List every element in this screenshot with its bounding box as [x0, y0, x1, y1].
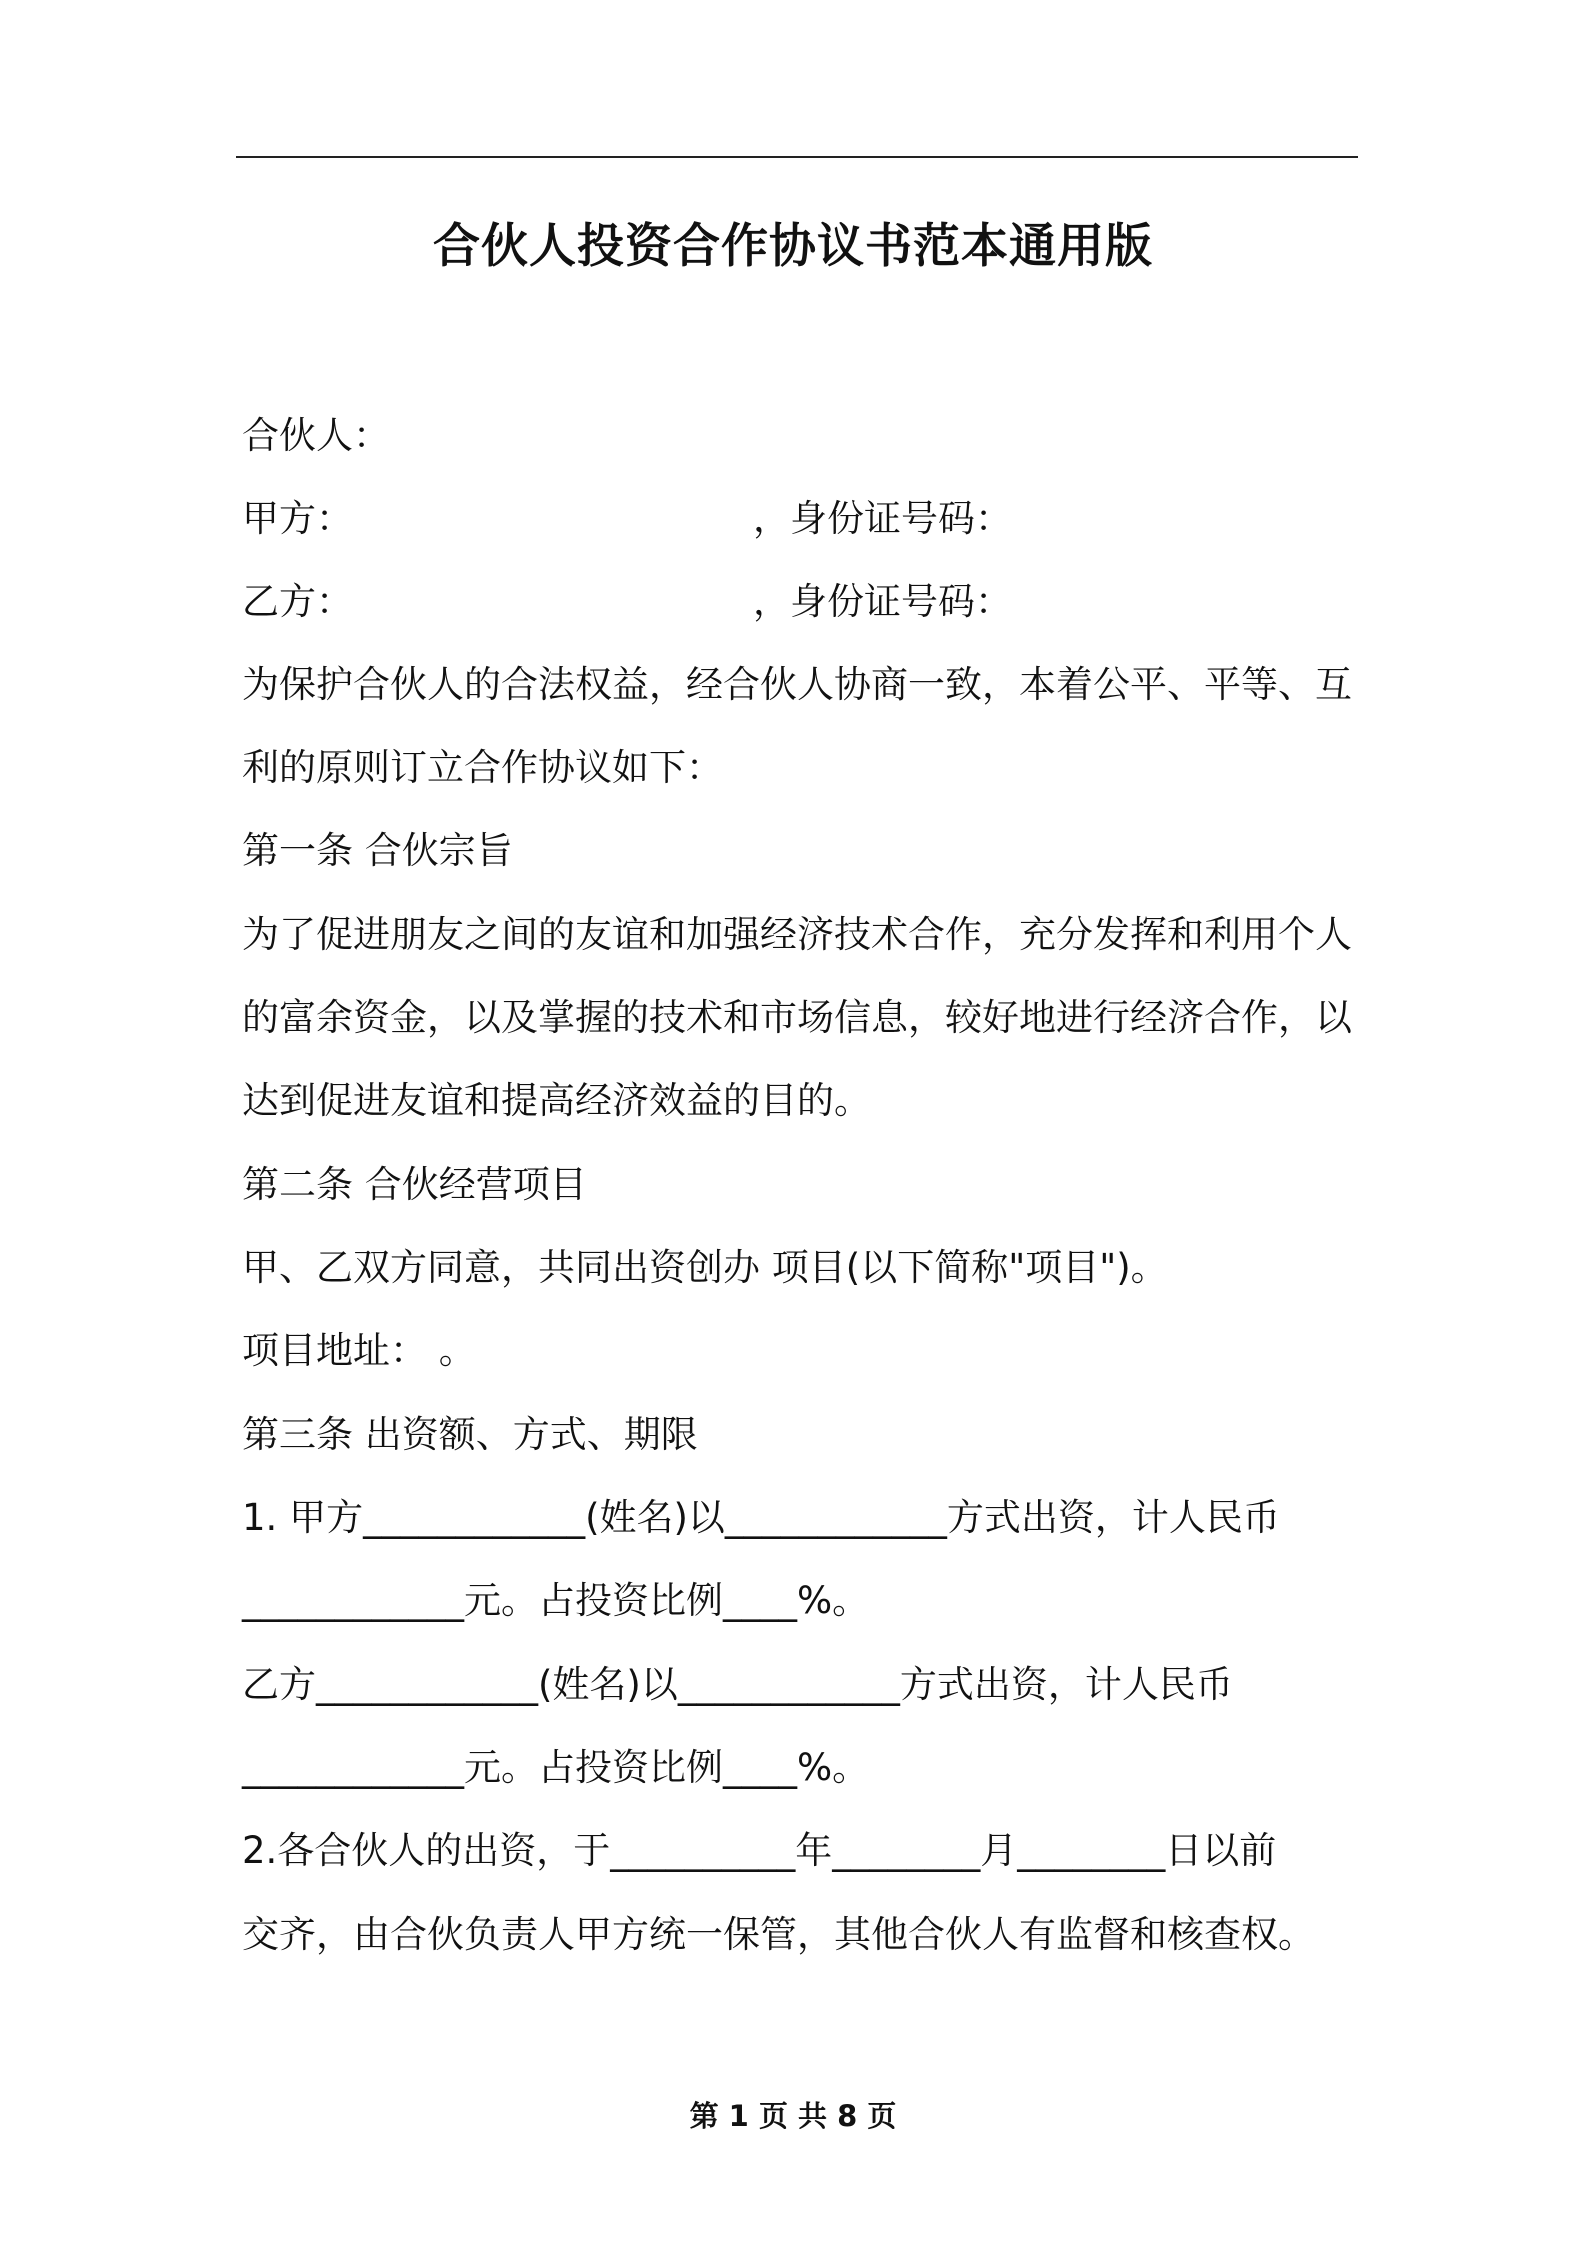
article-2-line-1: 甲、乙双方同意，共同出资创办 项目(以下简称"项目")。 [242, 1246, 1168, 1289]
article-3-line-4: ____________元。占投资比例____%。 [242, 1746, 870, 1789]
article-3-line-1: 1. 甲方____________(姓名)以____________方式出资，计人民币 [242, 1496, 1280, 1539]
article-3-line-2: ____________元。占投资比例____%。 [242, 1579, 870, 1622]
article-2-line-2: 项目地址： 。 [242, 1329, 476, 1372]
party-a-label: 甲方： [242, 497, 353, 540]
party-a-line [242, 494, 1012, 544]
party-b-id-label: ，身份证号码： [753, 580, 1012, 623]
article-1-line-1: 为了促进朋友之间的友谊和加强经济技术合作，充分发挥和利用个人 [242, 913, 1352, 956]
header-rule [236, 156, 1358, 158]
article-1-line-3: 达到促进友谊和提高经济效益的目的。 [242, 1079, 871, 1122]
party-b-label: 乙方： [242, 580, 353, 623]
article-3-line-3: 乙方____________(姓名)以____________方式出资，计人民币 [242, 1663, 1233, 1706]
party-a-id-label: ，身份证号码： [753, 497, 1012, 540]
article-3-line-5: 2.各合伙人的出资，于__________年________月________日以前 [242, 1829, 1277, 1872]
article-3-line-6: 交齐，由合伙负责人甲方统一保管，其他合伙人有监督和核查权。 [242, 1913, 1315, 1956]
page-indicator: 第 1 页 共 8 页 [689, 2099, 897, 2133]
article-3-title: 第三条 出资额、方式、期限 [242, 1413, 698, 1456]
party-b-line [242, 577, 1012, 627]
article-1-line-2: 的富余资金，以及掌握的技术和市场信息，较好地进行经济合作，以 [242, 996, 1352, 1039]
intro-paragraph-line-1: 为保护合伙人的合法权益，经合伙人协商一致，本着公平、平等、互 [242, 663, 1352, 706]
intro-paragraph-line-2: 利的原则订立合作协议如下： [242, 746, 723, 789]
article-1-title: 第一条 合伙宗旨 [242, 829, 513, 872]
document-title: 合伙人投资合作协议书范本通用版 [433, 219, 1153, 274]
article-2-title: 第二条 合伙经营项目 [242, 1163, 587, 1206]
partners-label: 合伙人： [242, 414, 390, 457]
